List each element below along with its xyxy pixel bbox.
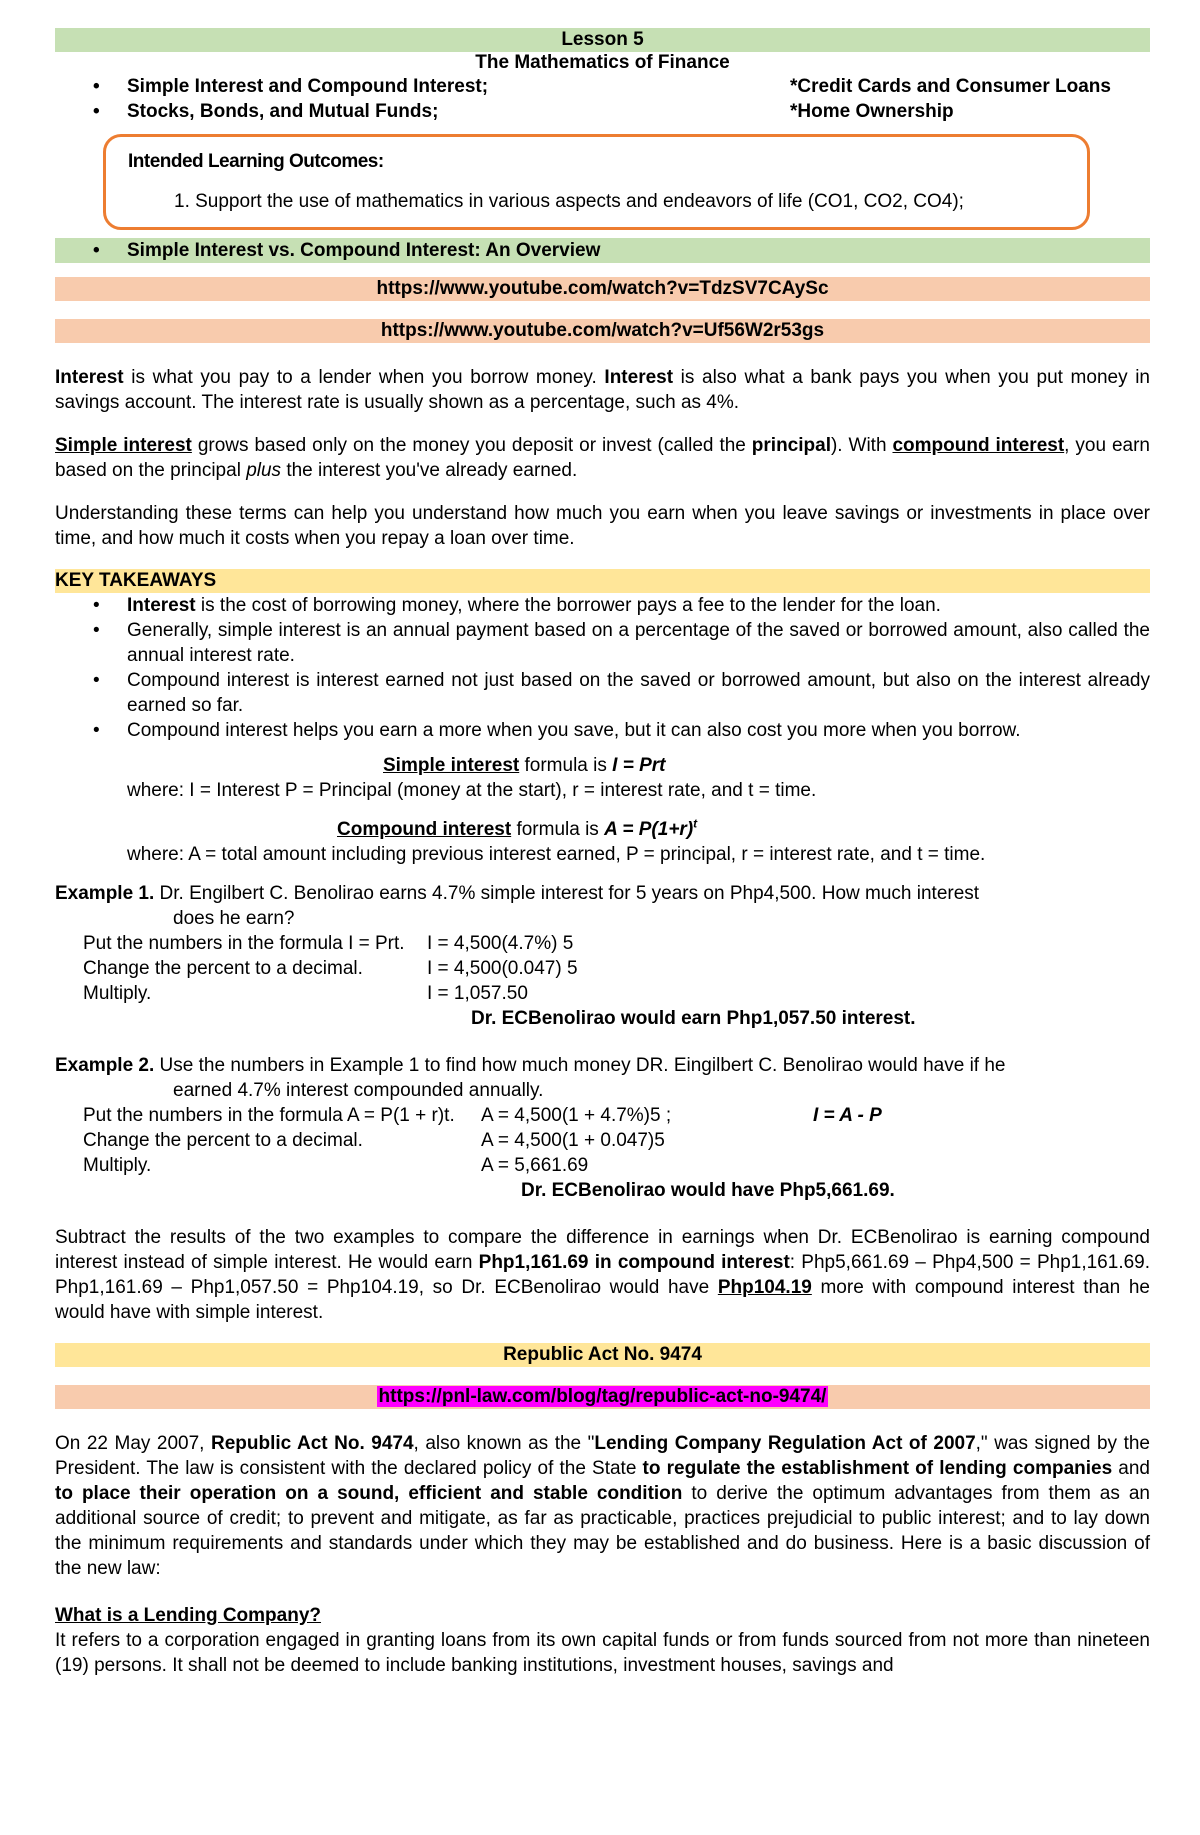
example1-steps — [55, 931, 1150, 1006]
takeaway-item: • Generally, simple interest is an annual payment based on a percentage of the saved or borrowed amount, also called the annual interest rate. — [55, 618, 1150, 668]
compound-formula-where: where: A = total amount including previous interest earned, P = principal, r = interest rate, and t = time. — [127, 844, 986, 865]
definition-paragraph: Simple interest grows based only on the money you deposit or invest (called the principal). With compound interest, you earn based on the principal plus the interest you've already earned. — [55, 435, 1150, 481]
republic-act-paragraph: On 22 May 2007, Republic Act No. 9474, also known as the "Lending Company Regulation Act of 2007," was signed by the President. The law is consistent with the declared policy of the State to regulate the establishment of lending companies and to place their operation on a sound, efficient and stable condition to derive the optimum advantages from them as an additional source of credit; to prevent and mitigate, as far as practicable, practices prejudicial to public interest; and to lay down the minimum requirements and standards under which they may be established and do business. Here is a basic discussion of the new law: — [55, 1433, 1150, 1579]
republic-act-link-band — [55, 1385, 1150, 1409]
lending-company-heading: What is a Lending Company? — [55, 1605, 322, 1626]
document-page — [55, 28, 1150, 1678]
compound-formula-line: Compound interest formula is $A = P(1+r)^t$ — [337, 816, 698, 840]
simple-formula-where: where: I = Interest P = Principal (money at the start), r = interest rate, and t = time. — [127, 780, 817, 801]
takeaway-item: • Interest is the cost of borrowing money, where the borrower pays a fee to the lender for the loan. — [55, 593, 1150, 618]
topic-item: • Simple Interest and Compound Interest; — [127, 76, 489, 97]
understanding-paragraph: Understanding these terms can help you understand how much you earn when you leave savings or investments in place over time, and how much it costs when you repay a loan over time. — [55, 503, 1150, 549]
example1-statement: Example 1. Dr. Engilbert C. Benolirao earns 4.7% simple interest for 5 years on Php4,500. How much interest — [55, 883, 980, 904]
simple-formula-line: Simple interest formula is I = Prt — [383, 755, 666, 776]
overview-band — [55, 238, 1150, 263]
example1-step: Change the percent to a decimal. I = 4,500(0.047) 5 — [83, 958, 578, 979]
learning-outcome-item: 1. Support the use of mathematics in various aspects and endeavors of life (CO1, CO2, CO4); — [174, 191, 964, 212]
example2-steps — [55, 1103, 1150, 1178]
example2-statement: Example 2. Use the numbers in Example 1 to find how much money DR. Eingilbert C. Benolirao would have if he — [55, 1055, 1006, 1076]
takeaway-item: • Compound interest helps you earn a more when you save, but it can also cost you more when you borrow. — [55, 718, 1150, 743]
topic-item: *Home Ownership — [790, 101, 954, 122]
topic-row — [55, 74, 1150, 99]
overview-heading: • Simple Interest vs. Compound Interest: An Overview — [55, 238, 1150, 263]
example1-step: Put the numbers in the formula I = Prt. I = 4,500(4.7%) 5 — [83, 933, 574, 954]
learning-outcomes-title: Intended Learning Outcomes: — [128, 151, 384, 172]
topic-item: *Credit Cards and Consumer Loans — [790, 76, 1111, 97]
republic-act-link[interactable]: https://pnl-law.com/blog/tag/republic-act-no-9474/ — [378, 1386, 827, 1407]
lesson-title: The Mathematics of Finance — [475, 52, 730, 73]
example1-answer: Dr. ECBenolirao would earn Php1,057.50 interest. — [471, 1008, 916, 1029]
example2-answer: Dr. ECBenolirao would have Php5,661.69. — [521, 1180, 895, 1201]
takeaway-item: • Compound interest is interest earned not just based on the saved or borrowed amount, but also on the interest already earned so far. — [55, 668, 1150, 718]
example2-step: Change the percent to a decimal. A = 4,500(1 + 0.047)5 — [83, 1130, 665, 1151]
key-takeaways-heading: KEY TAKEAWAYS — [55, 569, 1150, 593]
video-link[interactable]: https://www.youtube.com/watch?v=Uf56W2r53gs — [55, 319, 1150, 343]
example1-statement-cont: does he earn? — [173, 908, 295, 929]
lending-company-definition: It refers to a corporation engaged in granting loans from its own capital funds or from funds sourced from not more than nineteen (19) persons. It shall not be deemed to include banking institutions, investment houses, savings and — [55, 1630, 1150, 1676]
republic-act-band: Republic Act No. 9474 — [55, 1343, 1150, 1367]
lesson-number: Lesson 5 — [55, 28, 1150, 52]
key-takeaways-list — [55, 593, 1150, 743]
example2-step: Put the numbers in the formula A = P(1 + r)t. A = 4,500(1 + 4.7%)5 ; I = A - P — [83, 1105, 882, 1126]
topics-list — [55, 74, 1150, 124]
example2-statement-cont: earned 4.7% interest compounded annually. — [173, 1080, 544, 1101]
example1-step: Multiply. I = 1,057.50 — [83, 983, 528, 1004]
topic-item: • Stocks, Bonds, and Mutual Funds; — [127, 101, 439, 122]
intro-paragraph: Interest is what you pay to a lender when you borrow money. Interest is also what a bank pays you when you put money in savings account. The interest rate is usually shown as a percentage, such as 4%. — [55, 367, 1150, 413]
video-link[interactable]: https://www.youtube.com/watch?v=TdzSV7CAySc — [55, 277, 1150, 301]
example2-step: Multiply. A = 5,661.69 — [83, 1155, 589, 1176]
comparison-paragraph: Subtract the results of the two examples to compare the difference in earnings when Dr. ECBenolirao is earning compound interest instead of simple interest. He would earn Php1,161.69 in compound interest: Php5,661.69 – Php4,500 = Php1,161.69. Php1,161.69 – Php1,057.50 = Php104.19, so Dr. ECBenolirao would have Php104.19 more with compound interest than he would have with simple interest. — [55, 1227, 1151, 1323]
topic-row — [55, 99, 1150, 124]
learning-outcomes-box — [103, 134, 1090, 230]
